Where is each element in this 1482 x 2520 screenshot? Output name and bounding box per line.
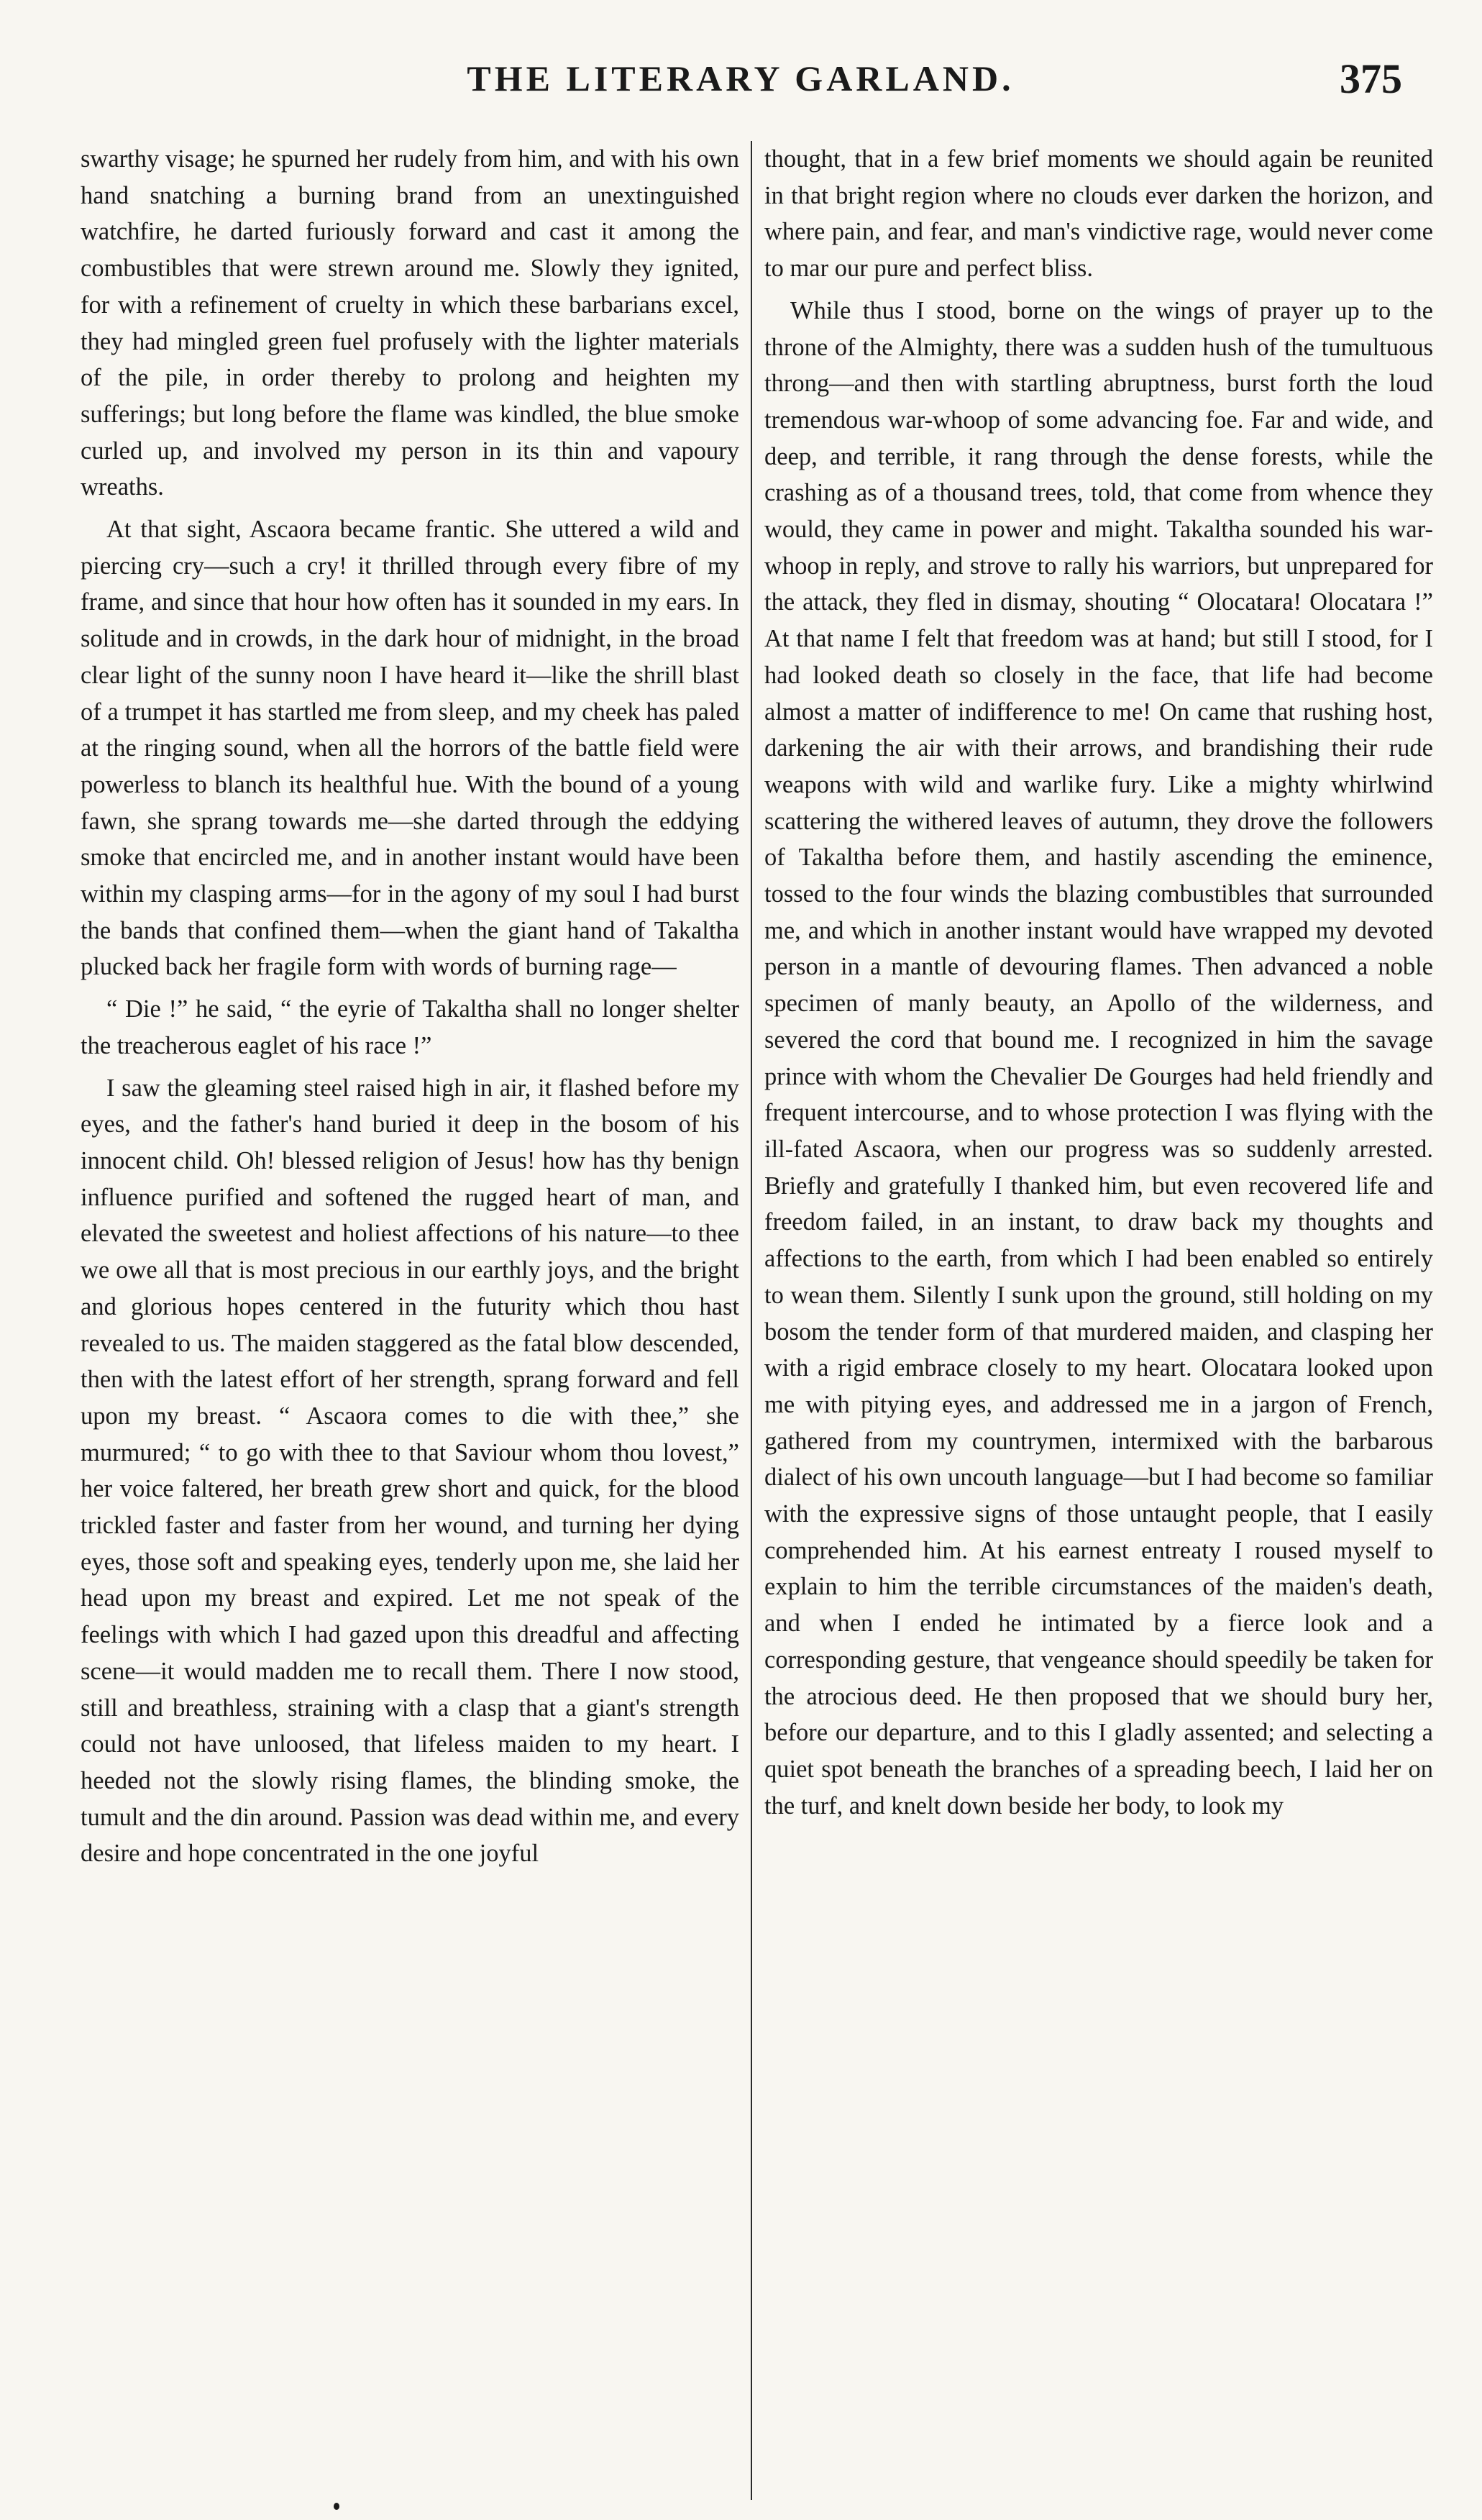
paragraph: I saw the gleaming steel raised high in air, it flashed before my eyes, and the father's hand buried it deep in the bosom of his innocent child. Oh! blessed religion of Jesus! how has thy benign influence purified and softened the rugged heart of man, and elevated the sweetest and holiest affections of his nature—to thee we owe all that is most precious in our earthly joys, and the bright and glorious hopes centered in the futurity which thou hast revealed to us. The maiden staggered as the fatal blow descended, then with the latest effort of her strength, sprang forward and fell upon my breast. “ Ascaora comes to die with thee,” she murmured; “ to go with thee to that Saviour whom thou lovest,” her voice faltered, her breath grew short and quick, for the blood trickled faster and faster from her wound, and turning her dying eyes, those soft and speaking eyes, tenderly upon me, she laid her head upon my breast and expired. Let me not speak of the feelings with which I had gazed upon this dreadful and affecting scene—it would madden me to recall them. There I now stood, still and breathless, straining with a clasp that a giant's strength could not have unloosed, that lifeless maiden to my heart. I heeded not the slowly rising flames, the blinding smoke, the tumult and the din around. Passion was dead within me, and every desire and hope concentrated in the one joyful (81, 1074, 739, 1868)
paragraph: thought, that in a few brief moments we should again be reunited in that bright region where no clouds ever darken the horizon, and where pain, and fear, and man's vindictive rage, would never come to mar our pure and perfect bliss. (764, 145, 1433, 283)
paragraph: “ Die !” he said, “ the eyrie of Takaltha shall no longer shelter the treacherous eaglet of his race !” (81, 995, 739, 1059)
column-divider (751, 141, 752, 2500)
right-column (764, 141, 1433, 1830)
left-column (81, 141, 739, 1878)
paragraph: While thus I stood, borne on the wings of prayer up to the throne of the Almighty, there was a sudden hush of the tumultuous throng—and then with startling abruptness, burst forth the loud tremendous war-whoop of some advancing foe. Far and wide, and deep, and terrible, it rang through the dense forests, while the crashing as of a thousand trees, told, that come from whence they would, they came in power and might. Takaltha sounded his war-whoop in reply, and strove to rally his warriors, but unprepared for the attack, they fled in dismay, shouting “ Olocatara! Olocatara !” At that name I felt that freedom was at hand; but still I stood, for I had looked death so closely in the face, that life had become almost a matter of indifference to me! On came that rushing host, darkening the air with their arrows, and brandishing their rude weapons with wild and warlike fury. Like a mighty whirlwind scattering the withered leaves of autumn, they drove the followers of Takaltha before them, and hastily ascending the eminence, tossed to the four winds the blazing combustibles that surrounded me, and which in another instant would have wrapped my devoted person in a mantle of devouring flames. Then advanced a noble specimen of manly beauty, an Apollo of the wilderness, and severed the cord that bound me. I recognized in him the savage prince with whom the Chevalier De Gourges had held friendly and frequent intercourse, and to whose protection I was flying with the ill-fated Ascaora, when our progress was so suddenly arrested. Briefly and gratefully I thanked him, but even recovered life and freedom failed, in an instant, to draw back my thoughts and affections to the earth, from which I had been enabled so entirely to wean them. Silently I sunk upon the ground, still holding on my bosom the tender form of that murdered maiden, and clasping her with a rigid embrace closely to my heart. Olocatara looked upon me with pitying eyes, and addressed me in a jargon of French, gathered from my countrymen, intermixed with the barbarous dialect of his own uncouth language—but I had become so familiar with the expressive signs of those untaught people, that I easily comprehended him. At his earnest entreaty I roused myself to explain to him the terrible circumstances of the maiden's death, and when I ended he intimated by a fierce look and a corresponding gesture, that vengeance should speedily be taken for the atrocious deed. He then proposed that we should bury her, before our departure, and to this I gladly assented; and selecting a quiet spot beneath the branches of a spreading beech, I laid her on the turf, and knelt down beside her body, to look my (764, 296, 1433, 1820)
paragraph: At that sight, Ascaora became frantic. She uttered a wild and piercing cry—such a cry! it thrilled through every fibre of my frame, and since that hour how often has it sounded in my ears. In solitude and in crowds, in the dark hour of midnight, in the broad clear light of the sunny noon I have heard it—like the shrill blast of a trumpet it has startled me from sleep, and my cheek has paled at the ringing sound, when all the horrors of the battle field were powerless to blanch its healthful hue. With the bound of a young fawn, she sprang towards me—she darted through the eddying smoke that encircled me, and in another instant would have been within my clasping arms—for in the agony of my soul I had burst the bands that confined them—when the giant hand of Takaltha plucked back her fragile form with words of burning rage— (81, 516, 739, 981)
page-number: 375 (1340, 55, 1402, 102)
running-head (79, 50, 1402, 115)
journal-title: THE LITERARY GARLAND. (467, 58, 1015, 99)
ink-speck (334, 2503, 339, 2510)
paragraph: swarthy visage; he spurned her rudely from him, and with his own hand snatching a burning brand from an unextinguished watchfire, he darted furiously forward and cast it among the combustibles that were strewn around me. Slowly they ignited, for with a refinement of cruelty in which these barbarians excel, they had mingled green fuel profusely with the lighter materials of the pile, in order thereby to prolong and heighten my sufferings; but long before the flame was kindled, the blue smoke curled up, and involved my person in its thin and vapoury wreaths. (81, 145, 739, 501)
